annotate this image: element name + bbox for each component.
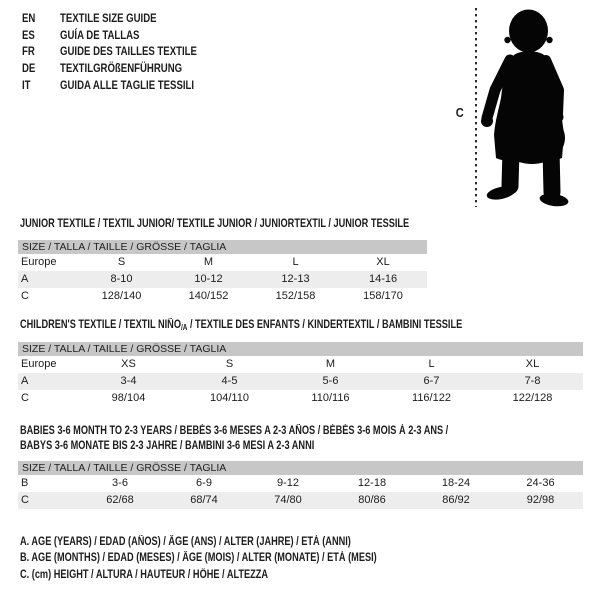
size-header-cell: SIZE / TALLA / TAILLE / GRÖSSE / TAGLIA: [18, 240, 427, 254]
table-row: [18, 492, 583, 509]
table-cell: 104/110: [210, 392, 249, 404]
table-cell: 10-12: [165, 271, 252, 288]
children-section-title: CHILDREN'S TEXTILE / TEXTIL $NIÑO_{/A}$ / TEXTILE DES ENFANTS / KINDERTEXTIL / BAMBINI TESSILE: [20, 319, 463, 332]
legend-line-c: C. (cm) HEIGHT / ALTURA / HAUTEUR / HÖHE / ALTEZZA: [20, 568, 269, 581]
language-code: DE: [22, 61, 36, 76]
table-cell: 86/92: [414, 492, 498, 509]
table-cell: 5-6: [280, 373, 381, 390]
language-row: [22, 60, 231, 77]
table-cell: 74/80: [246, 492, 330, 509]
table-cell: 68/74: [162, 492, 246, 509]
table-cell: 158/170: [363, 290, 403, 302]
table-cell: 7-8: [482, 373, 583, 390]
table-cell: 6-9: [196, 477, 212, 489]
language-row: [22, 10, 231, 27]
row-label-cell: B: [21, 477, 29, 489]
table-cell: 122/128: [512, 392, 553, 404]
language-title-list: [22, 10, 231, 93]
table-cell: S: [225, 358, 234, 370]
table-row: [18, 356, 583, 373]
table-cell: M: [325, 358, 336, 370]
table-cell: 128/140: [101, 290, 142, 302]
table-cell: 92/98: [498, 492, 583, 509]
table-cell: 62/68: [78, 492, 162, 509]
table-row: [18, 271, 427, 288]
babies-section-title: BABIES 3-6 MONTH TO 2-3 YEARS / BEBÉS 3-6 MESES A 2-3 AÑOS / BÉBÉS 3-6 MOIS À 2-3 ANS / BABYS 3-6 MONATE BIS 2-3 JAHRE / BAMBINI 3-6 MESI A 2-3 ANNI: [20, 425, 449, 452]
table-cell: 98/104: [111, 392, 146, 404]
junior-size-table: [18, 240, 427, 305]
table-cell: 4-5: [179, 373, 280, 390]
table-row: [18, 475, 583, 492]
language-title: TEXTILE SIZE GUIDE: [60, 11, 157, 25]
table-cell: XL: [525, 358, 540, 370]
table-row: [18, 254, 427, 271]
size-header-cell: SIZE / TALLA / TAILLE / GRÖSSE / TAGLIA: [18, 461, 583, 475]
table-cell: 3-4: [78, 373, 179, 390]
table-cell: 8-10: [78, 271, 165, 288]
language-code: IT: [22, 77, 31, 92]
table-cell: 14-16: [339, 271, 427, 288]
babies-size-table: [18, 461, 583, 509]
table-cell: 140/152: [188, 290, 229, 302]
legend-line-b: B. AGE (MONTHS) / EDAD (MESES) / ÂGE (MOIS) / ALTER (MONATE) / ETÀ (MESI): [20, 552, 377, 565]
table-cell: 9-12: [276, 477, 300, 489]
table-cell: 152/158: [275, 290, 316, 302]
table-row: [18, 390, 583, 407]
table-row: [18, 373, 583, 390]
language-row: [22, 27, 231, 44]
language-title: TEXTILGRÖßENFÜHRUNG: [60, 61, 183, 76]
language-title: GUIDE DES TAILLES TEXTILE: [60, 44, 197, 59]
measurement-legend: [20, 534, 466, 583]
table-cell: XL: [376, 256, 390, 268]
language-title: GUIDA ALLE TAGLIE TESSILI: [60, 77, 195, 92]
junior-section-title: JUNIOR TEXTILE / TEXTIL JUNIOR/ TEXTILE JUNIOR / JUNIORTEXTIL / JUNIOR TESSILE: [20, 218, 410, 230]
language-code: ES: [22, 27, 35, 42]
table-cell: 12-18: [357, 477, 387, 489]
height-marker-label: C: [455, 105, 464, 120]
children-size-table: [18, 342, 583, 407]
table-cell: L: [292, 256, 299, 268]
baby-height-figure: [440, 0, 595, 215]
language-title: GUÍA DE TALLAS: [60, 27, 140, 42]
table-cell: 12-13: [252, 271, 339, 288]
table-cell: 3-6: [112, 477, 128, 489]
table-cell: M: [203, 256, 214, 268]
row-label-cell: A: [18, 373, 78, 390]
row-label-cell: C: [18, 492, 78, 509]
language-row: [22, 43, 231, 60]
table-cell: L: [428, 358, 435, 370]
table-cell: 80/86: [330, 492, 414, 509]
baby-silhouette-shape: [481, 10, 569, 208]
language-code: FR: [22, 44, 35, 59]
legend-line-a: A. AGE (YEARS) / EDAD (AÑOS) / ÂGE (ANS) / ALTER (JAHRE) / ETÀ (ANNI): [20, 536, 351, 548]
language-row: [22, 77, 231, 94]
table-cell: 110/116: [311, 392, 350, 404]
row-label-cell: C: [21, 290, 29, 302]
table-cell: XS: [121, 358, 136, 370]
table-cell: 18-24: [441, 477, 471, 489]
table-cell: 24-36: [526, 477, 555, 489]
table-row: [18, 288, 427, 305]
size-header-cell: SIZE / TALLA / TAILLE / GRÖSSE / TAGLIA: [18, 342, 583, 356]
row-label-cell: Europe: [21, 358, 57, 370]
language-code: EN: [22, 11, 36, 25]
row-label-cell: A: [18, 271, 78, 288]
row-label-cell: C: [21, 392, 29, 404]
table-cell: 116/122: [412, 392, 451, 404]
table-cell: 6-7: [381, 373, 482, 390]
table-cell: S: [117, 256, 126, 268]
row-label-cell: Europe: [21, 256, 57, 268]
